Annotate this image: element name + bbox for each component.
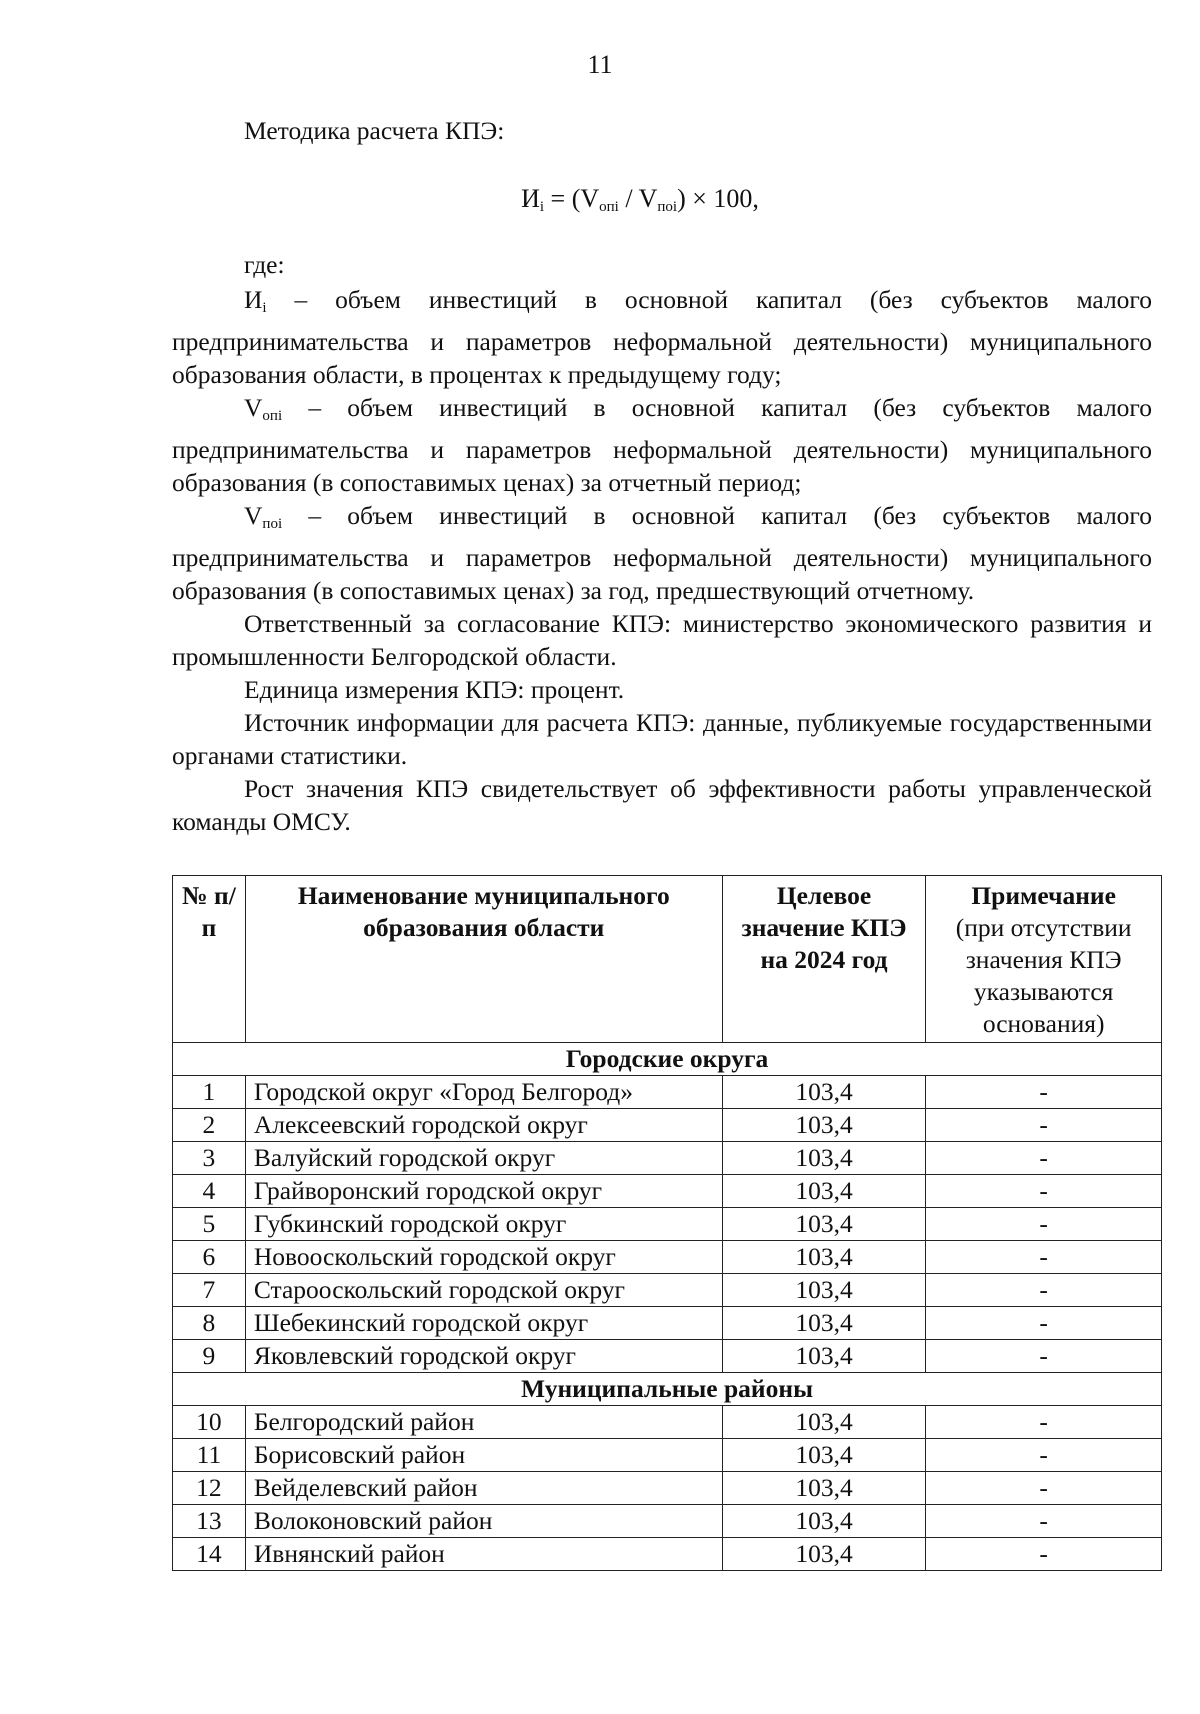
row-number: 13: [173, 1505, 246, 1538]
row-name: Белгородский район: [245, 1406, 722, 1439]
definition: [172, 283, 1152, 391]
definition-subscript: пoi: [262, 516, 283, 532]
row-name: Губкинский городской округ: [245, 1208, 722, 1241]
table-body: [173, 1043, 1162, 1571]
formula-div: / V: [618, 184, 658, 213]
table-row: [173, 1109, 1162, 1142]
row-note: -: [926, 1241, 1162, 1274]
table-row: [173, 1274, 1162, 1307]
definition-symbol: V: [244, 393, 263, 422]
method-heading: Методика расчета КПЭ:: [244, 116, 505, 145]
table-row: [173, 1208, 1162, 1241]
row-note: -: [926, 1208, 1162, 1241]
row-target-value: 103,4: [722, 1142, 926, 1175]
row-number: 10: [173, 1406, 246, 1439]
row-number: 8: [173, 1307, 246, 1340]
header-target: Целевое значение КПЭ на 2024 год: [722, 876, 926, 1043]
row-target-value: 103,4: [722, 1274, 926, 1307]
row-target-value: 103,4: [722, 1076, 926, 1109]
where-label: где:: [244, 250, 285, 279]
row-note: -: [926, 1406, 1162, 1439]
row-target-value: 103,4: [722, 1472, 926, 1505]
table-row: [173, 1307, 1162, 1340]
row-note: -: [926, 1142, 1162, 1175]
header-name: Наименование муниципального образования области: [245, 876, 722, 1043]
formula-lhs-sub: i: [539, 199, 545, 215]
source-paragraph: Источник информации для расчета КПЭ: данные, публикуемые государственными органами статистики.: [172, 708, 1152, 770]
table-section-row: [173, 1373, 1162, 1406]
row-name: Новооскольский городской округ: [245, 1241, 722, 1274]
definition: [172, 499, 1152, 607]
row-note: -: [926, 1439, 1162, 1472]
row-target-value: 103,4: [722, 1307, 926, 1340]
row-number: 6: [173, 1241, 246, 1274]
row-note: -: [926, 1274, 1162, 1307]
row-target-value: 103,4: [722, 1241, 926, 1274]
table-row: [173, 1241, 1162, 1274]
row-note: -: [926, 1175, 1162, 1208]
unit-paragraph: Единица измерения КПЭ: процент.: [244, 675, 625, 704]
section-title: Городские округа: [173, 1043, 1162, 1076]
row-name: Городской округ «Город Белгород»: [245, 1076, 722, 1109]
row-name: Грайворонский городской округ: [245, 1175, 722, 1208]
definition-symbol: И: [244, 285, 263, 314]
definitions-block: [172, 283, 1152, 838]
row-name: Шебекинский городской округ: [245, 1307, 722, 1340]
formula-lhs: И: [521, 184, 540, 213]
header-note-title: Примечание: [971, 881, 1116, 910]
row-target-value: 103,4: [722, 1175, 926, 1208]
table-row: [173, 1505, 1162, 1538]
row-note: -: [926, 1505, 1162, 1538]
row-name: Вейделевский район: [245, 1472, 722, 1505]
row-name: Старооскольский городской округ: [245, 1274, 722, 1307]
table-row: [173, 1076, 1162, 1109]
row-note: -: [926, 1340, 1162, 1373]
row-note: -: [926, 1538, 1162, 1571]
formula-eq: = (V: [544, 184, 600, 213]
row-number: 12: [173, 1472, 246, 1505]
growth-paragraph: Рост значения КПЭ свидетельствует об эффективности работы управленческой команды ОМСУ.: [172, 774, 1152, 836]
row-target-value: 103,4: [722, 1208, 926, 1241]
table-row: [173, 1439, 1162, 1472]
header-note-text: (при отсутствии значения КПЭ указываются основания): [955, 913, 1132, 1038]
row-number: 2: [173, 1109, 246, 1142]
row-number: 4: [173, 1175, 246, 1208]
row-number: 14: [173, 1538, 246, 1571]
row-name: Борисовский район: [245, 1439, 722, 1472]
definition-text: – объем инвестиций в основной капитал (без субъектов малого предпринимательства и параметров неформальной деятельности) муниципального образования области, в процентах к предыдущему году;: [172, 285, 1152, 389]
header-note: [926, 876, 1162, 1043]
table-row: [173, 1472, 1162, 1505]
formula: [0, 184, 1200, 216]
definition-subscript: oпi: [262, 408, 283, 424]
row-number: 7: [173, 1274, 246, 1307]
formula-den-sub: пoi: [657, 199, 678, 215]
definition-subscript: i: [262, 300, 267, 316]
row-number: 11: [173, 1439, 246, 1472]
row-name: Яковлевский городской округ: [245, 1340, 722, 1373]
table-row: [173, 1538, 1162, 1571]
table-section-row: [173, 1043, 1162, 1076]
definition-text: – объем инвестиций в основной капитал (без субъектов малого предпринимательства и параметров неформальной деятельности) муниципального образования (в сопоставимых ценах) за год, предшествующий отчетному.: [172, 501, 1152, 605]
table-row: [173, 1340, 1162, 1373]
table-header-row: [173, 876, 1162, 1043]
row-name: Ивнянский район: [245, 1538, 722, 1571]
responsible-paragraph: Ответственный за согласование КПЭ: министерство экономического развития и промышленности Белгородской области.: [172, 609, 1152, 671]
row-name: Валуйский городской округ: [245, 1142, 722, 1175]
kpe-table: [172, 875, 1162, 1571]
row-target-value: 103,4: [722, 1109, 926, 1142]
row-note: -: [926, 1307, 1162, 1340]
row-number: 9: [173, 1340, 246, 1373]
row-number: 3: [173, 1142, 246, 1175]
table-row: [173, 1142, 1162, 1175]
formula-tail: ) × 100,: [677, 184, 759, 213]
row-number: 1: [173, 1076, 246, 1109]
header-num: № п/п: [173, 876, 246, 1043]
row-note: -: [926, 1472, 1162, 1505]
formula-num-sub: oпi: [599, 199, 619, 215]
section-title: Муниципальные районы: [173, 1373, 1162, 1406]
row-note: -: [926, 1109, 1162, 1142]
row-note: -: [926, 1076, 1162, 1109]
row-name: Алексеевский городской округ: [245, 1109, 722, 1142]
definition-symbol: V: [244, 501, 263, 530]
row-target-value: 103,4: [722, 1406, 926, 1439]
row-name: Волоконовский район: [245, 1505, 722, 1538]
row-target-value: 103,4: [722, 1538, 926, 1571]
row-target-value: 103,4: [722, 1340, 926, 1373]
definition-text: – объем инвестиций в основной капитал (без субъектов малого предпринимательства и параметров неформальной деятельности) муниципального образования (в сопоставимых ценах) за отчетный период;: [172, 393, 1152, 497]
row-number: 5: [173, 1208, 246, 1241]
row-target-value: 103,4: [722, 1505, 926, 1538]
row-target-value: 103,4: [722, 1439, 926, 1472]
page-number: 11: [587, 50, 613, 79]
table-row: [173, 1175, 1162, 1208]
table-row: [173, 1406, 1162, 1439]
definition: [172, 391, 1152, 499]
